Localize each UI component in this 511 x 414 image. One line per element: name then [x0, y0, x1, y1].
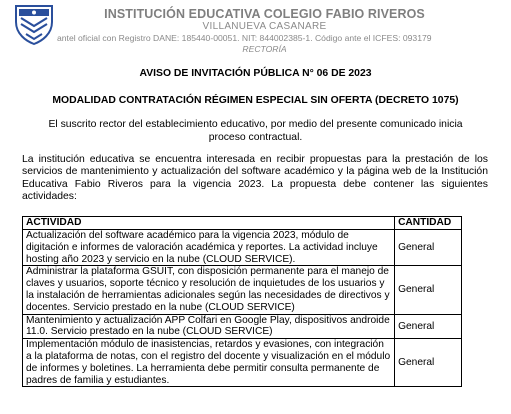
- quantity-cell: General: [395, 230, 462, 266]
- document-header: [0, 0, 511, 58]
- activity-cell: Actualización del software académico para la vigencia 2023, módulo de digitación e informes de valoración académica y reportes. La actividad incluye hosting año 2023 y servicio en la nube (CLOUD SERVICE).: [23, 230, 395, 266]
- table-row: [23, 266, 462, 314]
- table-row: [23, 230, 462, 266]
- activity-cell: Administrar la plataforma GSUIT, con disposición permanente para el manejo de claves y usuarios, soporte técnico y resolución de inquietudes de los usuarios y la instalación de herramientas adicionales según las necesidades de directivos y docentes. Servicio prestado en la nube (CLOUD SERVICE): [23, 266, 395, 314]
- table-header-row: [23, 217, 462, 230]
- activity-column-header: ACTIVIDAD: [23, 217, 395, 230]
- quantity-cell: General: [395, 266, 462, 314]
- institution-town: VILLANUEVA CASANARE: [202, 21, 327, 32]
- quantity-column-header: CANTIDAD: [395, 217, 462, 230]
- table-row: [23, 314, 462, 339]
- table-row: [23, 339, 462, 387]
- quantity-cell: General: [395, 339, 462, 387]
- institution-registration: antel oficial con Registro DANE: 185440-00051. NIT: 844002385-1. Código ante el ICFES: 093179: [57, 33, 432, 43]
- institution-office: RECTORÍA: [242, 44, 287, 54]
- activity-cell: Mantenimiento y actualización APP Colfari en Google Play, dispositivos androide 11.0. Servicio prestado en la nube (CLOUD SERVICE): [23, 314, 395, 339]
- activity-cell: Implementación módulo de inasistencias, retardos y evasiones, con integración a la plataforma de notas, con el registro del docente y visualización en el módulo de informes y boletines. La herramienta debe permitir consulta permanente de padres de familia y estudiantes.: [23, 339, 395, 387]
- notice-title: AVISO DE INVITACIÓN PÚBLICA N° 06 DE 2023: [139, 68, 372, 79]
- quantity-cell: General: [395, 314, 462, 339]
- activities-table: [22, 216, 462, 387]
- notice-body: La institución educativa se encuentra interesada en recibir propuestas para la prestación de los servicios de mantenimiento y actualización del software académico y la página web de la Institución Educativa Fabio Riveros para la vigencia 2023. La propuesta debe contener las siguientes actividades:: [22, 154, 488, 203]
- institution-name: INSTITUCIÓN EDUCATIVA COLEGIO FABIO RIVEROS: [104, 7, 425, 21]
- notice-intro: El suscrito rector del establecimiento educativo, por medio del presente comunicado inicia proceso contractual.: [48, 119, 463, 143]
- notice-modality: MODALIDAD CONTRATACIÓN RÉGIMEN ESPECIAL SIN OFERTA (DECRETO 1075): [52, 95, 459, 106]
